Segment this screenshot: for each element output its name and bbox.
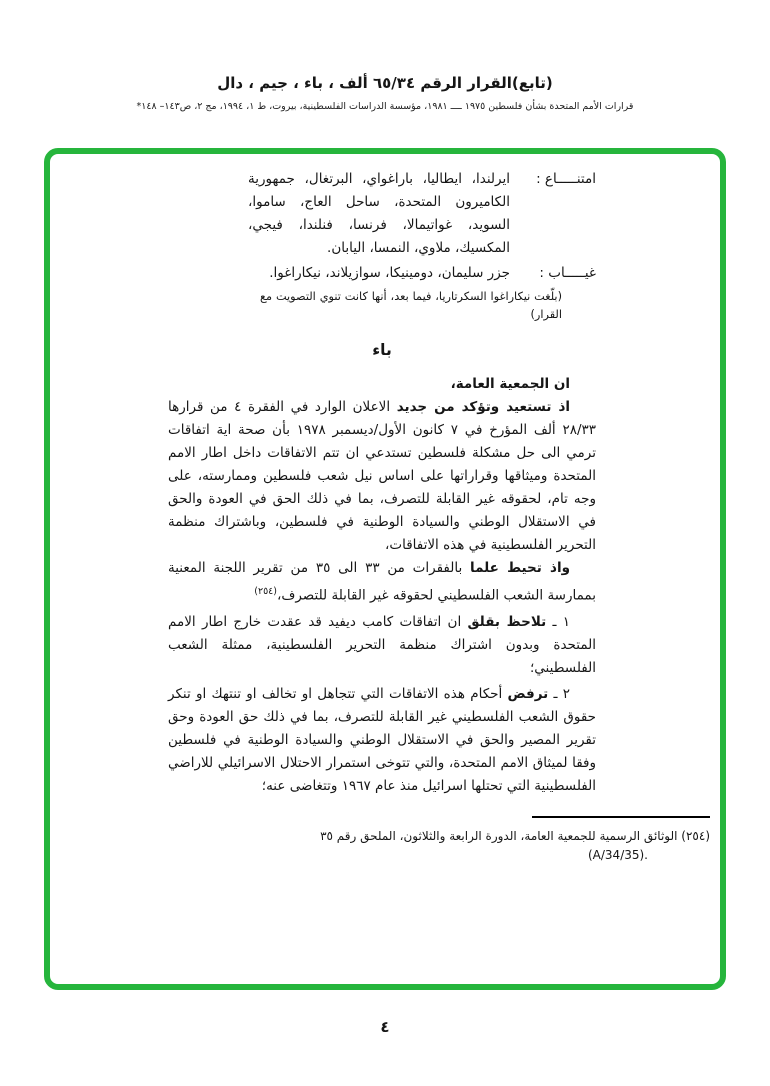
paragraph-lead: ترفض (507, 685, 549, 702)
paragraph-lead: واذ تحيط علما (470, 560, 570, 576)
paragraph-lead: اذ تستعيد وتؤكد من جديد (396, 399, 570, 415)
absent-countries: جزر سليمان، دومينيكا، سوازيلاند، نيكاراغوا. (269, 265, 510, 281)
source-citation: قرارات الأمم المتحدة بشأن فلسطين ١٩٧٥ ــــ ١٩٨١، مؤسسة الدراسات الفلسطينية، بيروت، ط ١، ١٩٩٤، مج ٢، ص١٤٣– ١٤٨* (136, 101, 634, 112)
paragraph-text: بالفقرات من ٣٣ الى ٣٥ من تقرير اللجنة المعنية بممارسة الشعب الفلسطيني لحقوقه غير القابلة للتصرف، (168, 560, 596, 604)
footnote-rule (532, 816, 710, 818)
operative-paragraph-2 (168, 683, 596, 798)
document-title: (تابع)القرار الرقم ٦٥/٣٤ ألف ، باء ، جيم ، دال (217, 74, 553, 92)
paragraph-lead: تلاحظ بقلق (467, 613, 547, 630)
document-symbol: (A/34/35). (587, 847, 648, 862)
footnote-symbol-line (274, 846, 710, 865)
item-number: ٢ ـ (548, 685, 570, 702)
document-header (0, 74, 770, 112)
abstain-label: امتنـــــاع : (536, 171, 596, 187)
secretariat-note: (بلّغت نيكاراغوا السكرتاريا، فيما بعد، أنها كانت تنوي التصويت مع القرار) (260, 290, 562, 321)
footnote-text: (٢٥٤) الوثائق الرسمية للجمعية العامة، الدورة الرابعة والثلاثون، الملحق رقم ٣٥ (320, 828, 710, 843)
absent-label: غيـــــاب : (539, 265, 596, 281)
page-number: ٤ (380, 1018, 390, 1036)
footnote-ref: (٢٥٤) (254, 586, 277, 597)
preamble-paragraph (168, 557, 596, 608)
footnote (274, 816, 710, 865)
paragraph-text: أحكام هذه الاتفاقات التي تتجاهل او تخالف او تنتهك او تنكر حقوق الشعب الفلسطيني غير القابلة للتصرف، بما في ذلك حق العودة وحق تقرير المصير والحق في الاستقلال الوطني والسيادة الوطنية في فلسطين وفقا لميثاق الامم المتحدة، والتي تتوخى استمرار الاحتلال الاسرائيلي للاراضي الفلسطينية التي تحتلها اسرائيل منذ عام ١٩٦٧ وتتغاضى عنه؛ (168, 685, 596, 794)
resolution-text-block (50, 154, 720, 865)
content-frame (44, 148, 726, 990)
abstain-countries: ايرلندا، ايطاليا، باراغواي، البرتغال، جمهورية الكاميرون المتحدة، ساحل العاج، ساموا، السويد، غواتيمالا، فرنسا، فنلندا، فيجي، المكسيك، ملاوي، النمسا، اليابان. (248, 171, 510, 256)
section-heading: باء (372, 341, 392, 359)
preamble-intro: ان الجمعية العامة، (450, 376, 570, 392)
absent-row (248, 262, 596, 285)
paragraph-text: ان اتفاقات كامب ديفيد قد عقدت خارج اطار الامم المتحدة وبدون اشتراك منظمة التحرير الفلسطينية، ممثلة الشعب الفلسطيني؛ (168, 613, 596, 676)
item-number: ١ ـ (546, 613, 570, 630)
preamble-paragraph (168, 396, 596, 557)
paragraph-text: الاعلان الوارد في الفقرة ٤ من قرارها ٢٨/٣٣ ألف المؤرخ في ٧ كانون الأول/ديسمبر ١٩٧٨ بأن صحة اية اتفاقات ترمي الى حل مشكلة فلسطين تستدعي ان تتم الاتفاقات داخل اطار الامم المتحدة وميثاقها وقراراتها على اساس نيل شعب فلسطين وممارسته، على وجه تام، لحقوقه غير القابلة للتصرف، بما في ذلك الحق في العودة والحق في الاستقلال الوطني والسيادة الوطنية في فلسطين، وباشتراك منظمة التحرير الفلسطينية في هذه الاتفاقات، (168, 399, 597, 553)
operative-paragraph-1 (168, 611, 596, 680)
abstain-row (248, 168, 596, 260)
